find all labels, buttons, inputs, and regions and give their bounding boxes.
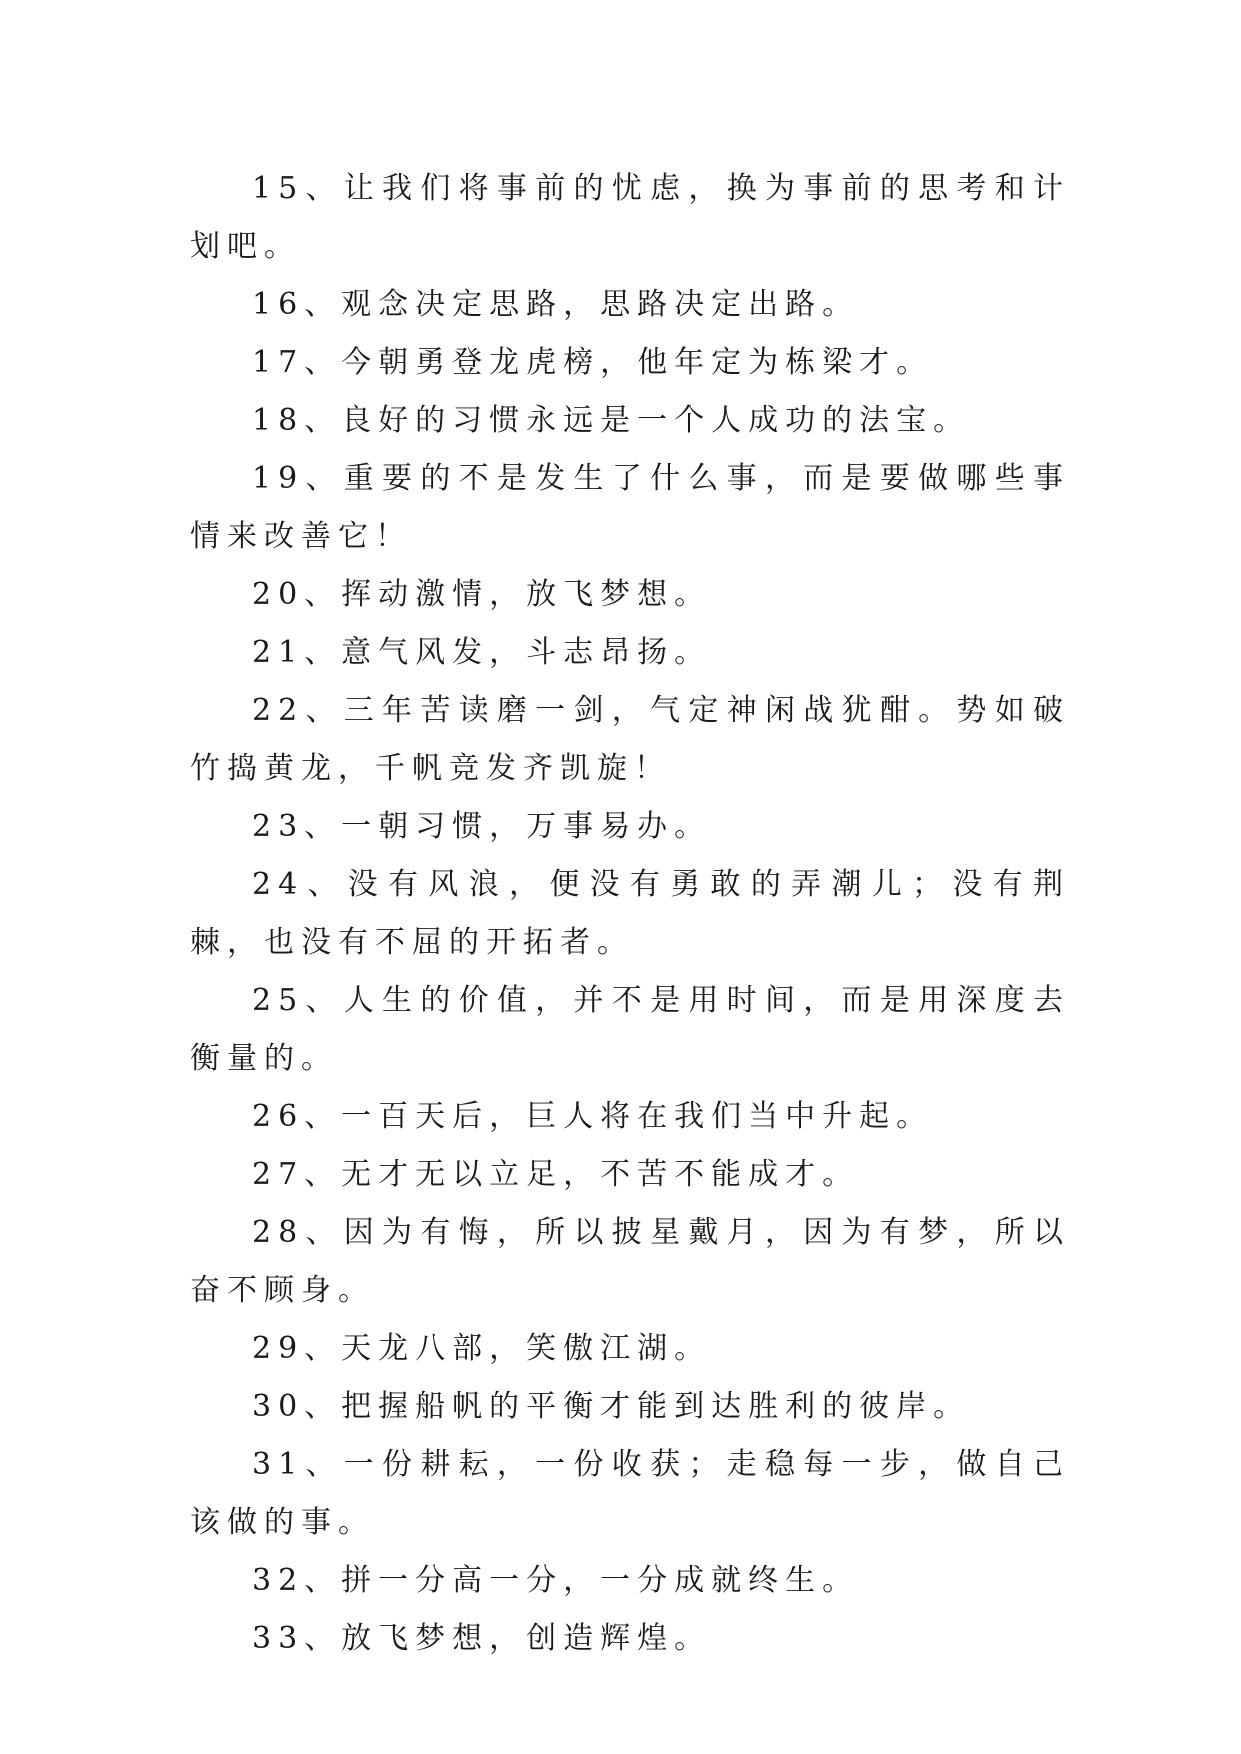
paragraph-33: 33、放飞梦想，创造辉煌。: [252, 1621, 712, 1656]
paragraph-26: 26、一百天后，巨人将在我们当中升起。: [252, 1099, 934, 1134]
paragraph-16: 16、观念决定思路，思路决定出路。: [252, 287, 860, 322]
paragraph-18: 18、良好的习惯永远是一个人成功的法宝。: [252, 403, 971, 438]
paragraph-21: 21、意气风发，斗志昂扬。: [252, 635, 712, 670]
paragraph-19: 19、重要的不是发生了什么事，而是要做哪些事情来改善它！: [190, 461, 1070, 554]
paragraph-31: 31、一份耕耘，一份收获；走稳每一步，做自己该做的事。: [190, 1447, 1070, 1540]
paragraph-32: 32、拼一分高一分，一分成就终生。: [252, 1563, 860, 1598]
paragraph-20: 20、挥动激情，放飞梦想。: [252, 577, 712, 612]
paragraph-29: 29、天龙八部，笑傲江湖。: [252, 1331, 712, 1366]
paragraph-22: 22、三年苦读磨一剑，气定神闲战犹酣。势如破竹捣黄龙，千帆竞发齐凯旋！: [190, 693, 1070, 786]
paragraph-27: 27、无才无以立足，不苦不能成才。: [252, 1157, 860, 1192]
paragraph-15: 15、让我们将事前的忧虑，换为事前的思考和计划吧。: [190, 171, 1070, 264]
paragraph-28: 28、因为有悔，所以披星戴月，因为有梦，所以奋不顾身。: [190, 1215, 1070, 1308]
paragraph-17: 17、今朝勇登龙虎榜，他年定为栋梁才。: [252, 345, 934, 380]
paragraph-23: 23、一朝习惯，万事易办。: [252, 809, 712, 844]
paragraph-25: 25、人生的价值，并不是用时间，而是用深度去衡量的。: [190, 983, 1070, 1076]
document-body: [190, 160, 1070, 1668]
paragraph-24: 24、没有风浪，便没有勇敢的弄潮儿；没有荆棘，也没有不屈的开拓者。: [190, 867, 1070, 960]
paragraph-30: 30、把握船帆的平衡才能到达胜利的彼岸。: [252, 1389, 971, 1424]
